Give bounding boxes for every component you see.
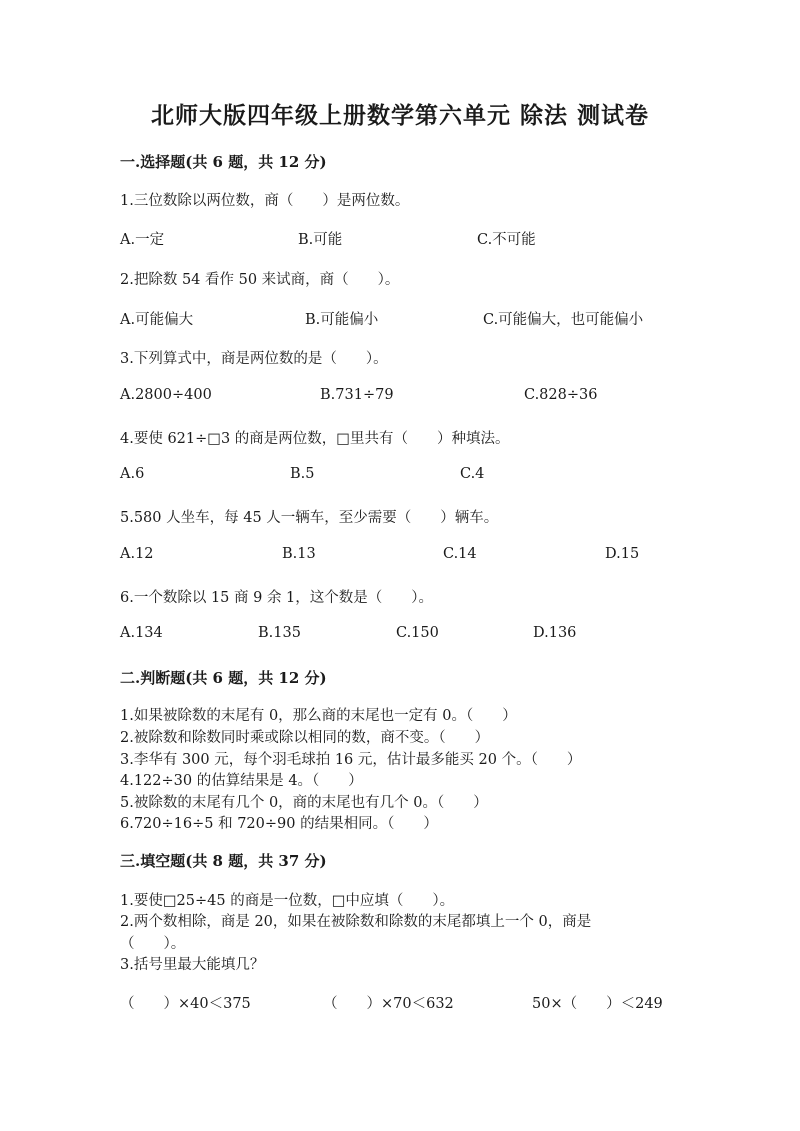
judge-question: 6.720÷16÷5 和 720÷90 的结果相同。（ ） (120, 816, 438, 832)
choice-option: B.5 (290, 466, 315, 482)
choice-question-6: 6.一个数除以 15 商 9 余 1，这个数是（ ）。 (120, 590, 434, 606)
choice-option: B.135 (258, 625, 301, 641)
choice-question-3: 3.下列算式中，商是两位数的是（ ）。 (120, 351, 388, 367)
fill-inequality: 50×（ ）＜249 (532, 996, 663, 1012)
choice-option: A.12 (120, 546, 154, 562)
section-heading-choice: 一.选择题(共 6 题，共 12 分) (120, 153, 327, 171)
choice-option: C.4 (460, 466, 485, 482)
choice-option: C.150 (396, 625, 439, 641)
choice-question-2: 2.把除数 54 看作 50 来试商，商（ ）。 (120, 272, 400, 288)
choice-option: A.一定 (120, 232, 165, 248)
fill-question: 1.要使□25÷45 的商是一位数，□中应填（ ）。 (120, 893, 455, 909)
page-title: 北师大版四年级上册数学第六单元 除法 测试卷 (150, 102, 649, 129)
choice-option: A.2800÷400 (120, 387, 212, 403)
choice-option: D.136 (533, 625, 577, 641)
fill-question-continued: （ ）。 (120, 936, 186, 952)
choice-question-1: 1.三位数除以两位数，商（ ）是两位数。 (120, 193, 410, 209)
choice-option: C.14 (443, 546, 477, 562)
fill-question: 2.两个数相除，商是 20，如果在被除数和除数的末尾都填上一个 0，商是 (120, 914, 592, 930)
choice-option: A.可能偏大 (120, 312, 194, 328)
fill-inequality: （ ）×40＜375 (120, 996, 251, 1012)
choice-option: C.828÷36 (524, 387, 598, 403)
fill-inequality: （ ）×70＜632 (323, 996, 454, 1012)
choice-question-5: 5.580 人坐车，每 45 人一辆车，至少需要（ ）辆车。 (120, 510, 499, 526)
choice-option: B.可能偏小 (305, 312, 379, 328)
judge-question: 5.被除数的末尾有几个 0，商的末尾也有几个 0。（ ） (120, 795, 488, 811)
choice-question-4: 4.要使 621÷□3 的商是两位数，□里共有（ ）种填法。 (120, 431, 510, 447)
judge-question: 1.如果被除数的末尾有 0，那么商的末尾也一定有 0。（ ） (120, 708, 517, 724)
section-heading-judge: 二.判断题(共 6 题，共 12 分) (120, 669, 327, 687)
choice-option: C.可能偏大，也可能偏小 (483, 312, 644, 328)
judge-question: 3.李华有 300 元，每个羽毛球拍 16 元，估计最多能买 20 个。（ ） (120, 752, 582, 768)
choice-option: C.不可能 (477, 232, 536, 248)
judge-question: 2.被除数和除数同时乘或除以相同的数，商不变。（ ） (120, 730, 490, 746)
choice-option: A.134 (120, 625, 163, 641)
judge-question: 4.122÷30 的估算结果是 4。（ ） (120, 773, 363, 789)
choice-option: B.731÷79 (320, 387, 394, 403)
section-heading-fill: 三.填空题(共 8 题，共 37 分) (120, 852, 327, 870)
fill-question: 3.括号里最大能填几？ (120, 957, 265, 973)
choice-option: D.15 (605, 546, 640, 562)
choice-option: B.可能 (298, 232, 343, 248)
choice-option: B.13 (282, 546, 316, 562)
choice-option: A.6 (120, 466, 145, 482)
